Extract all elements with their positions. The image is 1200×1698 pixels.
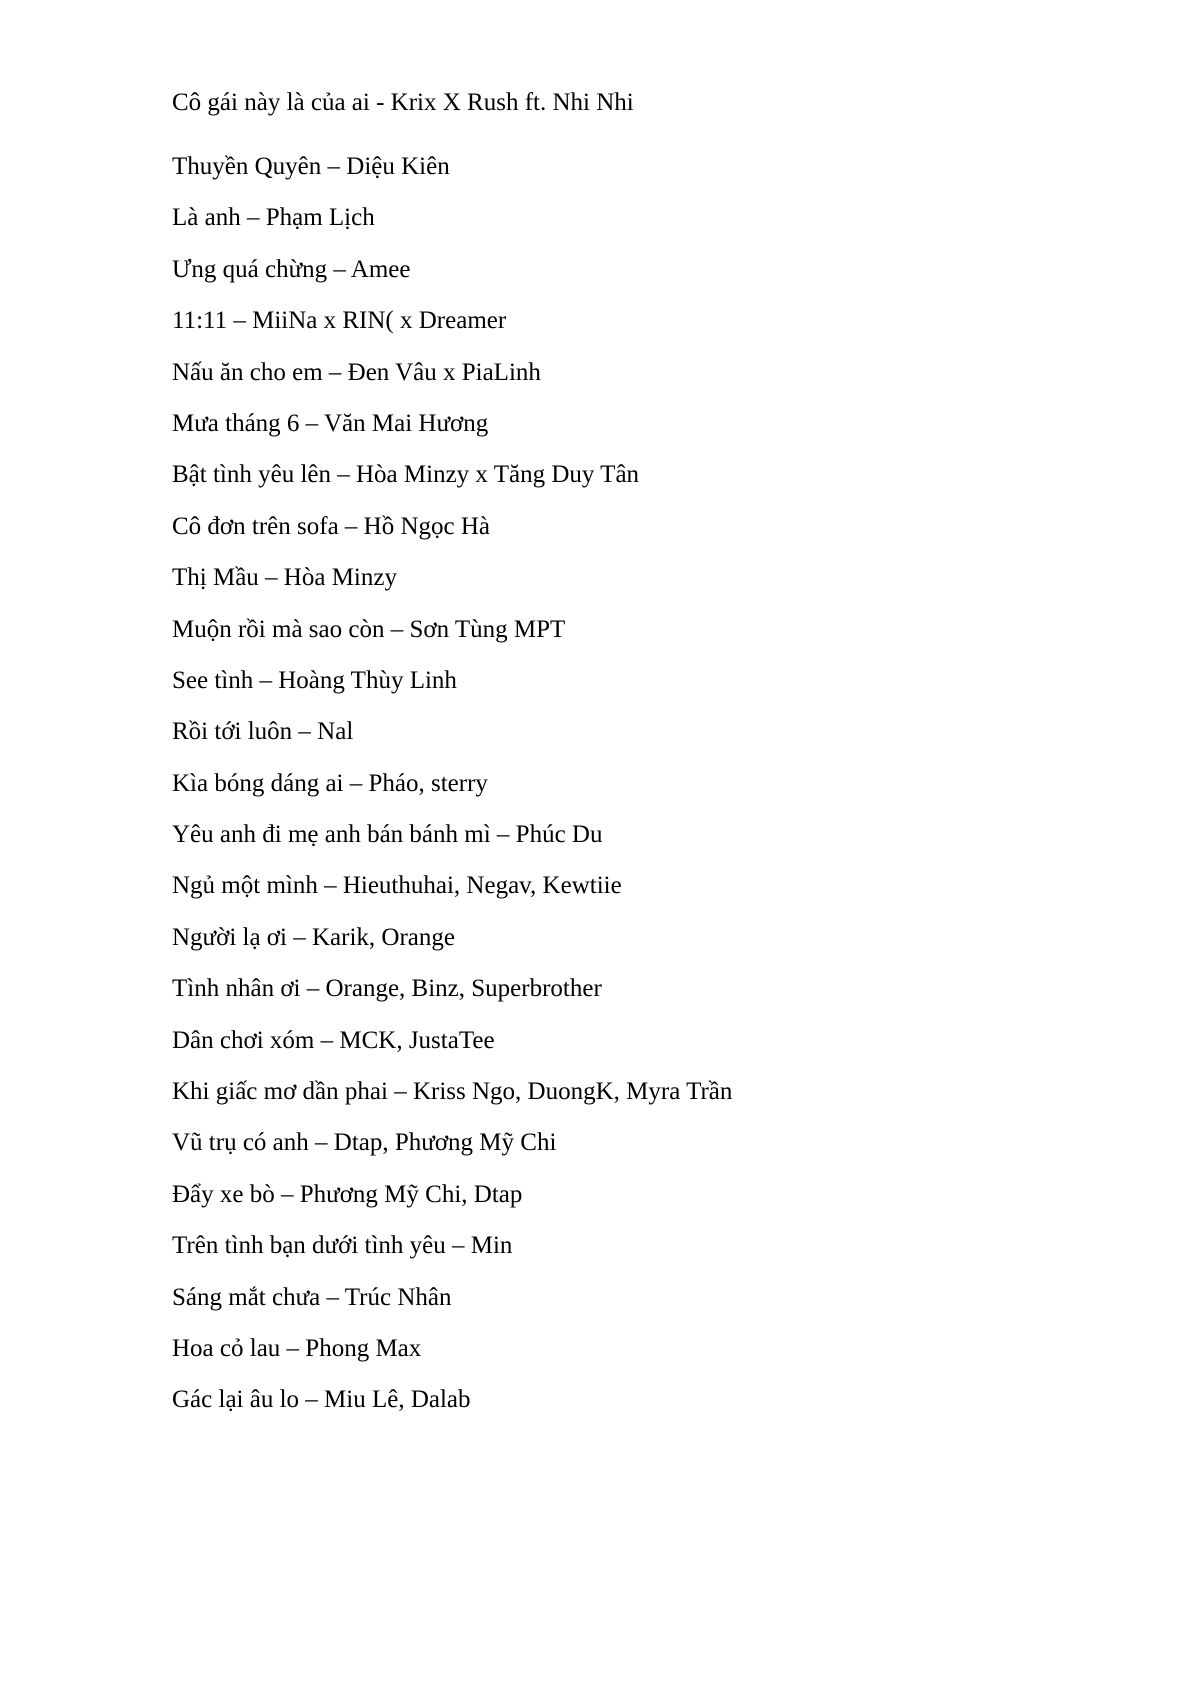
song-line: 11:11 – MiiNa x RIN( x Dreamer (172, 307, 507, 335)
song-line: Muộn rồi mà sao còn – Sơn Tùng MPT (172, 615, 566, 643)
song-line: Người lạ ơi – Karik, Orange (172, 923, 455, 951)
song-line: Sáng mắt chưa – Trúc Nhân (172, 1283, 452, 1311)
song-line: Mưa tháng 6 – Văn Mai Hương (172, 409, 489, 437)
song-line: Tình nhân ơi – Orange, Binz, Superbrother (172, 975, 602, 1003)
song-line: Kìa bóng dáng ai – Pháo, sterry (172, 769, 488, 797)
song-list (172, 84, 732, 1426)
song-line: Là anh – Phạm Lịch (172, 204, 375, 232)
song-line: Cô gái này là của ai - Krix X Rush ft. Nhi Nhi (172, 89, 634, 116)
song-line: Nấu ăn cho em – Đen Vâu x PiaLinh (172, 358, 541, 386)
song-line: Thuyền Quyên – Diệu Kiên (172, 153, 450, 180)
song-line: Bật tình yêu lên – Hòa Minzy x Tăng Duy Tân (172, 461, 640, 489)
song-line: Ngủ một mình – Hieuthuhai, Negav, Kewtiie (172, 872, 622, 900)
song-line: Hoa cỏ lau – Phong Max (172, 1334, 422, 1362)
song-line: Thị Mầu – Hòa Minzy (172, 564, 397, 592)
song-line: Rồi tới luôn – Nal (172, 718, 354, 746)
song-line: Vũ trụ có anh – Dtap, Phương Mỹ Chi (172, 1129, 557, 1157)
song-line: Trên tình bạn dưới tình yêu – Min (172, 1232, 513, 1260)
song-line: Cô đơn trên sofa – Hồ Ngọc Hà (172, 512, 491, 540)
song-line: Khi giấc mơ dần phai – Kriss Ngo, DuongK, Myra Trần (172, 1078, 733, 1106)
song-line: Gác lại âu lo – Miu Lê, Dalab (172, 1386, 471, 1414)
song-line: Dân chơi xóm – MCK, JustaTee (172, 1026, 495, 1054)
song-line: See tình – Hoàng Thùy Linh (172, 666, 457, 694)
song-line: Yêu anh đi mẹ anh bán bánh mì – Phúc Du (172, 821, 603, 849)
song-line: Ưng quá chừng – Amee (172, 255, 411, 283)
song-line: Đẩy xe bò – Phương Mỹ Chi, Dtap (172, 1180, 523, 1208)
